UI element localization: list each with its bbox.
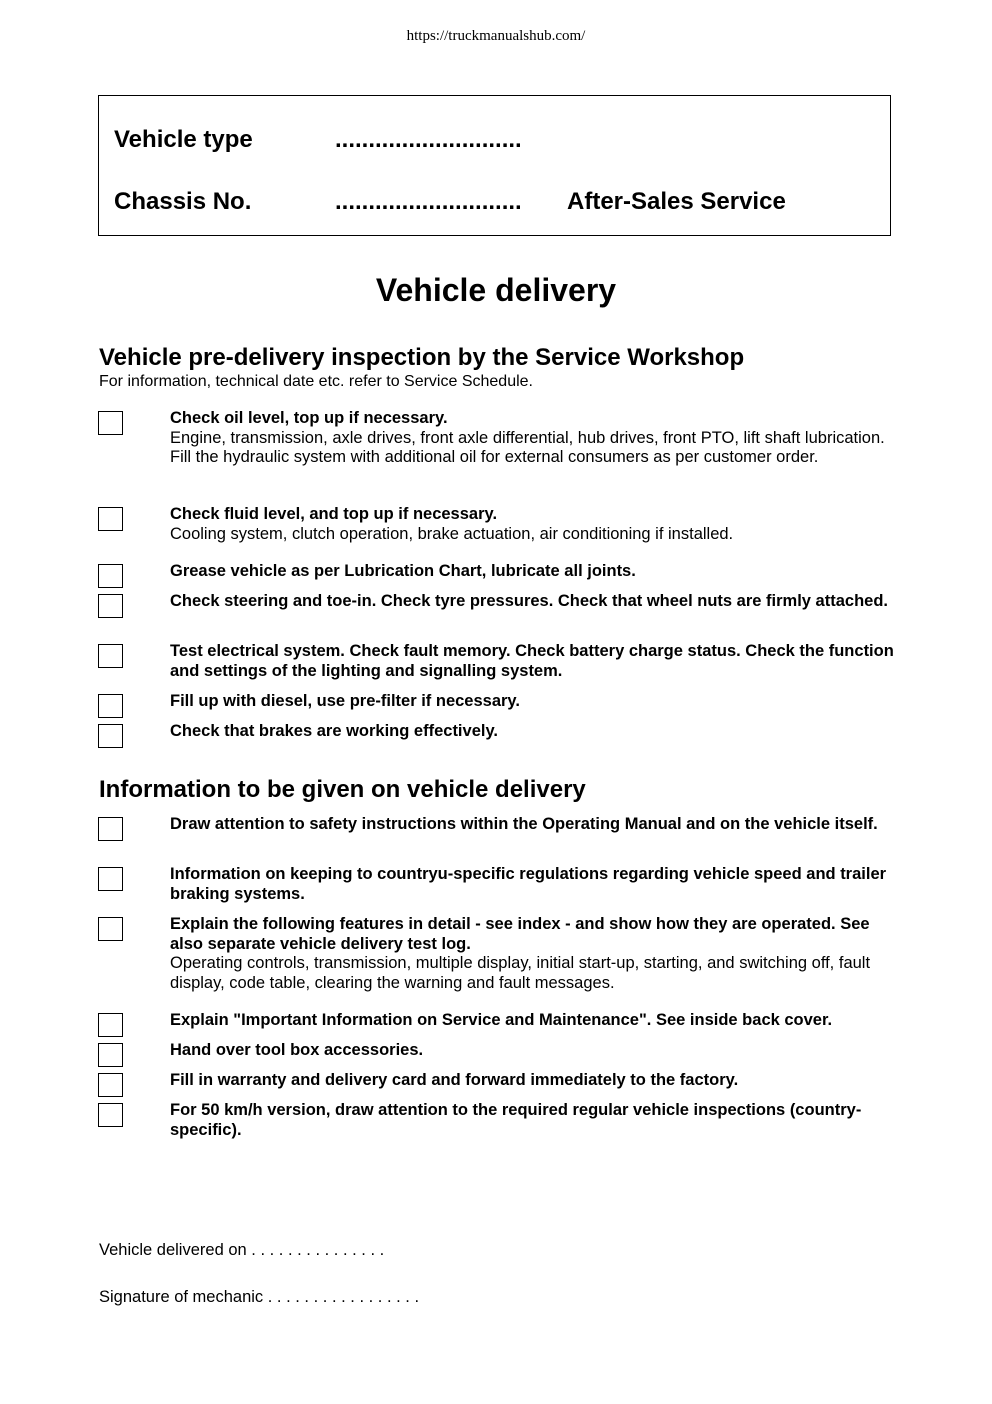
checkbox[interactable] [98,817,123,841]
section-pre-delivery-note: For information, technical date etc. refer to Service Schedule. [99,373,533,390]
item-title: Check oil level, top up if necessary. [170,409,448,427]
item-title: Information on keeping to countryu-specific regulations regarding vehicle speed and trailer braking systems. [170,865,887,903]
vehicle-header-box [98,95,891,236]
checkbox[interactable] [98,411,123,435]
chassis-number-label: Chassis No. [114,188,252,215]
item-title: Hand over tool box accessories. [170,1041,424,1059]
delivery-date-field[interactable]: Vehicle delivered on . . . . . . . . . . . . . . . [99,1241,385,1259]
item-title: Explain the following features in detail - see index - and show how they are operated. See also separate vehicle delivery test log. [170,915,870,953]
vehicle-type-label: Vehicle type [114,126,253,153]
checkbox[interactable] [98,1073,123,1097]
item-title: Fill up with diesel, use pre-filter if necessary. [170,692,520,710]
item-title: Fill in warranty and delivery card and forward immediately to the factory. [170,1071,739,1089]
item-title: Test electrical system. Check fault memory. Check battery charge status. Check the function and settings of the lighting and signalling system. [170,642,894,680]
vehicle-type-field[interactable]: ............................ [335,126,522,153]
item-title: Explain "Important Information on Service and Maintenance". See inside back cover. [170,1011,833,1029]
checkbox[interactable] [98,594,123,618]
section-delivery-info-heading: Information to be given on vehicle delivery [99,776,586,803]
checkbox[interactable] [98,644,123,668]
checkbox[interactable] [98,1043,123,1067]
checkbox[interactable] [98,564,123,588]
item-title: Grease vehicle as per Lubrication Chart, lubricate all joints. [170,562,636,580]
checkbox[interactable] [98,694,123,718]
item-detail: Operating controls, transmission, multiple display, initial start-up, starting, and switching off, fault display, code table, clearing the warning and fault messages. [170,954,871,993]
item-title: For 50 km/h version, draw attention to the required regular vehicle inspections (country-specific). [170,1101,862,1139]
checkbox[interactable] [98,507,123,531]
item-title: Check fluid level, and top up if necessary. [170,505,498,523]
checkbox[interactable] [98,1013,123,1037]
checkbox[interactable] [98,867,123,891]
item-title: Check steering and toe-in. Check tyre pressures. Check that wheel nuts are firmly attached. [170,592,888,610]
checkbox[interactable] [98,724,123,748]
item-detail: Engine, transmission, axle drives, front axle differential, hub drives, front PTO, lift shaft lubrication. Fill the hydraulic system with additional oil for external consumers as per customer order. [170,428,885,467]
mechanic-signature-field[interactable]: Signature of mechanic . . . . . . . . . . . . . . . . . [99,1288,420,1306]
department-label: After-Sales Service [567,188,786,215]
item-detail: Cooling system, clutch operation, brake actuation, air conditioning if installed. [170,524,734,543]
chassis-number-field[interactable]: ............................ [335,188,522,215]
item-title: Check that brakes are working effectively. [170,722,498,740]
source-url[interactable]: https://truckmanualshub.com/ [406,28,586,44]
checkbox[interactable] [98,1103,123,1127]
page-title: Vehicle delivery [375,272,617,308]
checkbox[interactable] [98,917,123,941]
item-title: Draw attention to safety instructions within the Operating Manual and on the vehicle itself. [170,815,878,833]
section-pre-delivery-heading: Vehicle pre-delivery inspection by the Service Workshop [99,344,745,371]
